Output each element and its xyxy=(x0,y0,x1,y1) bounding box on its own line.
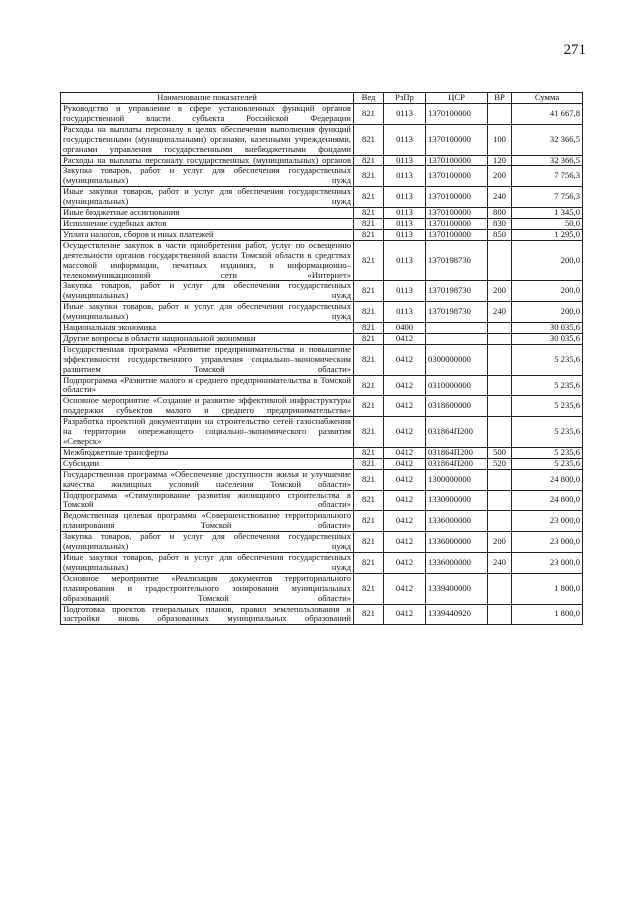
table-row xyxy=(61,532,583,553)
cell-sum: 24 800,0 xyxy=(512,469,583,490)
cell-ved: 821 xyxy=(354,104,384,125)
cell-csr: 1370198730 xyxy=(426,281,488,302)
cell-sum: 5 235,6 xyxy=(512,417,583,448)
cell-vr xyxy=(488,604,512,625)
cell-sum: 1 345,0 xyxy=(512,208,583,219)
cell-vr: 800 xyxy=(488,208,512,219)
cell-ved: 821 xyxy=(354,208,384,219)
table-row xyxy=(61,458,583,469)
cell-name: Осуществление закупок в части приобретения работ, услуг по освещению деятельности органов государственной власти Томской области в средствах массовой информации, печатных изданиях, в информационно–телекоммуникационной сети «Интернет» xyxy=(61,240,354,281)
cell-csr: 1370100000 xyxy=(426,218,488,229)
cell-name: Подготовка проектов генеральных планов, правил землепользования и застройки вновь образованных муниципальных образований xyxy=(61,604,354,625)
cell-name: Закупка товаров, работ и услуг для обеспечения государственных (муниципальных) нужд xyxy=(61,281,354,302)
cell-ved: 821 xyxy=(354,333,384,344)
table-row xyxy=(61,208,583,219)
cell-vr: 120 xyxy=(488,155,512,166)
cell-rzpr: 0113 xyxy=(384,104,426,125)
cell-sum: 5 235,6 xyxy=(512,375,583,396)
cell-sum: 32 366,5 xyxy=(512,124,583,155)
cell-rzpr: 0412 xyxy=(384,375,426,396)
cell-csr: 031864П200 xyxy=(426,458,488,469)
cell-name: Субсидии xyxy=(61,458,354,469)
table-row xyxy=(61,604,583,625)
table-row xyxy=(61,240,583,281)
cell-name: Иные закупки товаров, работ и услуг для обеспечения государственных (муниципальных) нужд xyxy=(61,552,354,573)
cell-rzpr: 0412 xyxy=(384,573,426,604)
cell-sum: 24 800,0 xyxy=(512,490,583,511)
cell-sum: 32 366,5 xyxy=(512,155,583,166)
cell-rzpr: 0113 xyxy=(384,166,426,187)
cell-name: Иные закупки товаров, работ и услуг для обеспечения государственных (муниципальных) нужд xyxy=(61,187,354,208)
table-row xyxy=(61,344,583,375)
cell-ved: 821 xyxy=(354,532,384,553)
cell-name: Уплата налогов, сборов и иных платежей xyxy=(61,229,354,240)
cell-csr: 0300000000 xyxy=(426,344,488,375)
cell-csr: 0310000000 xyxy=(426,375,488,396)
cell-ved: 821 xyxy=(354,323,384,334)
cell-csr: 1370100000 xyxy=(426,104,488,125)
cell-csr: 1370100000 xyxy=(426,124,488,155)
cell-csr: 0318600000 xyxy=(426,396,488,417)
table-row xyxy=(61,333,583,344)
cell-name: Основное мероприятие «Создание и развитие эффективной инфраструктуры поддержки субъектов малого и среднего предпринимательства» xyxy=(61,396,354,417)
cell-rzpr: 0412 xyxy=(384,396,426,417)
cell-rzpr: 0412 xyxy=(384,604,426,625)
cell-rzpr: 0400 xyxy=(384,323,426,334)
cell-name: Закупка товаров, работ и услуг для обеспечения государственных (муниципальных) нужд xyxy=(61,532,354,553)
table-header-row xyxy=(61,93,583,104)
cell-csr: 1339440920 xyxy=(426,604,488,625)
table-row xyxy=(61,511,583,532)
cell-rzpr: 0113 xyxy=(384,240,426,281)
cell-name: Расходы на выплаты персоналу в целях обеспечения выполнения функций государственными (муниципальными) органами, казенными учреждениями, органами управления государственными внебюджетными фондами xyxy=(61,124,354,155)
cell-rzpr: 0412 xyxy=(384,490,426,511)
table-row xyxy=(61,447,583,458)
cell-vr: 200 xyxy=(488,166,512,187)
table-row xyxy=(61,573,583,604)
table-row xyxy=(61,155,583,166)
cell-vr: 240 xyxy=(488,187,512,208)
cell-csr: 1370198730 xyxy=(426,302,488,323)
cell-csr xyxy=(426,333,488,344)
cell-vr: 240 xyxy=(488,302,512,323)
cell-name: Иные закупки товаров, работ и услуг для обеспечения государственных (муниципальных) нужд xyxy=(61,302,354,323)
cell-vr: 850 xyxy=(488,229,512,240)
cell-sum: 5 235,6 xyxy=(512,447,583,458)
cell-rzpr: 0412 xyxy=(384,333,426,344)
cell-vr xyxy=(488,323,512,334)
cell-vr: 500 xyxy=(488,447,512,458)
cell-rzpr: 0412 xyxy=(384,447,426,458)
table-row xyxy=(61,552,583,573)
cell-ved: 821 xyxy=(354,302,384,323)
cell-name: Закупка товаров, работ и услуг для обеспечения государственных (муниципальных) нужд xyxy=(61,166,354,187)
cell-ved: 821 xyxy=(354,229,384,240)
cell-rzpr: 0113 xyxy=(384,155,426,166)
cell-ved: 821 xyxy=(354,552,384,573)
cell-ved: 821 xyxy=(354,396,384,417)
cell-csr: 1370100000 xyxy=(426,208,488,219)
cell-ved: 821 xyxy=(354,240,384,281)
cell-name: Подпрограмма «Стимулирование развития жилищного строительства в Томской области» xyxy=(61,490,354,511)
cell-sum: 23 000,0 xyxy=(512,552,583,573)
cell-rzpr: 0412 xyxy=(384,552,426,573)
cell-sum: 23 000,0 xyxy=(512,532,583,553)
header-name: Наименование показателей xyxy=(61,93,354,104)
cell-ved: 821 xyxy=(354,604,384,625)
cell-vr xyxy=(488,490,512,511)
cell-csr: 031864П200 xyxy=(426,417,488,448)
cell-rzpr: 0113 xyxy=(384,124,426,155)
cell-csr: 1370100000 xyxy=(426,187,488,208)
table-row xyxy=(61,302,583,323)
cell-sum: 30 035,6 xyxy=(512,333,583,344)
cell-sum: 1 800,0 xyxy=(512,573,583,604)
cell-name: Ведомственная целевая программа «Совершенствование территориального планирования Томской области» xyxy=(61,511,354,532)
cell-rzpr: 0113 xyxy=(384,218,426,229)
cell-sum: 1 800,0 xyxy=(512,604,583,625)
header-rzpr: РзПр xyxy=(384,93,426,104)
cell-csr: 1370100000 xyxy=(426,155,488,166)
cell-name: Подпрограмма «Развитие малого и среднего предпринимательства в Томской области» xyxy=(61,375,354,396)
table-row xyxy=(61,218,583,229)
cell-sum: 7 756,3 xyxy=(512,187,583,208)
cell-rzpr: 0412 xyxy=(384,458,426,469)
cell-ved: 821 xyxy=(354,469,384,490)
cell-vr: 520 xyxy=(488,458,512,469)
header-ved: Вед xyxy=(354,93,384,104)
cell-name: Иные бюджетные ассигнования xyxy=(61,208,354,219)
page-number: 271 xyxy=(563,42,586,58)
table-row xyxy=(61,281,583,302)
cell-vr: 100 xyxy=(488,124,512,155)
cell-vr xyxy=(488,375,512,396)
cell-name: Расходы на выплаты персоналу государственных (муниципальных) органов xyxy=(61,155,354,166)
cell-rzpr: 0113 xyxy=(384,229,426,240)
cell-ved: 821 xyxy=(354,155,384,166)
cell-ved: 821 xyxy=(354,447,384,458)
header-sum: Сумма xyxy=(512,93,583,104)
cell-csr: 1339400000 xyxy=(426,573,488,604)
cell-ved: 821 xyxy=(354,218,384,229)
table-row xyxy=(61,469,583,490)
cell-name: Основное мероприятие «Реализация документов территориального планирования и градостроительного зонирования муниципальных образований Томской области» xyxy=(61,573,354,604)
cell-ved: 821 xyxy=(354,573,384,604)
cell-ved: 821 xyxy=(354,344,384,375)
cell-ved: 821 xyxy=(354,511,384,532)
cell-vr xyxy=(488,469,512,490)
cell-name: Национальная экономика xyxy=(61,323,354,334)
cell-ved: 821 xyxy=(354,166,384,187)
cell-sum: 200,0 xyxy=(512,281,583,302)
cell-vr: 830 xyxy=(488,218,512,229)
cell-vr: 200 xyxy=(488,281,512,302)
cell-rzpr: 0412 xyxy=(384,469,426,490)
cell-sum: 1 295,0 xyxy=(512,229,583,240)
cell-ved: 821 xyxy=(354,490,384,511)
cell-ved: 821 xyxy=(354,187,384,208)
cell-csr xyxy=(426,323,488,334)
cell-ved: 821 xyxy=(354,375,384,396)
cell-rzpr: 0412 xyxy=(384,417,426,448)
cell-ved: 821 xyxy=(354,458,384,469)
table-row xyxy=(61,417,583,448)
table-body xyxy=(61,104,583,625)
cell-rzpr: 0412 xyxy=(384,532,426,553)
table-row xyxy=(61,187,583,208)
cell-vr xyxy=(488,104,512,125)
cell-csr: 1336000000 xyxy=(426,552,488,573)
cell-rzpr: 0113 xyxy=(384,302,426,323)
cell-ved: 821 xyxy=(354,124,384,155)
cell-rzpr: 0113 xyxy=(384,281,426,302)
header-csr: ЦСР xyxy=(426,93,488,104)
cell-sum: 5 235,6 xyxy=(512,396,583,417)
cell-vr xyxy=(488,240,512,281)
cell-name: Руководство и управление в сфере установленных функций органов государственной власти субъекта Российской Федерации xyxy=(61,104,354,125)
table-row xyxy=(61,490,583,511)
cell-sum: 23 000,0 xyxy=(512,511,583,532)
cell-csr: 031864П200 xyxy=(426,447,488,458)
cell-name: Межбюджетные трансферты xyxy=(61,447,354,458)
cell-vr xyxy=(488,417,512,448)
header-vr: ВР xyxy=(488,93,512,104)
cell-name: Разработка проектной документации на строительство сетей газоснабжения на территории опережающего социально–экономического развития «Северск» xyxy=(61,417,354,448)
cell-csr: 1336000000 xyxy=(426,532,488,553)
cell-ved: 821 xyxy=(354,281,384,302)
cell-vr xyxy=(488,344,512,375)
cell-sum: 200,0 xyxy=(512,302,583,323)
table-row xyxy=(61,124,583,155)
cell-csr: 1370100000 xyxy=(426,229,488,240)
table-row xyxy=(61,166,583,187)
cell-rzpr: 0412 xyxy=(384,344,426,375)
cell-csr: 1300000000 xyxy=(426,469,488,490)
cell-vr xyxy=(488,511,512,532)
cell-sum: 30 035,6 xyxy=(512,323,583,334)
budget-table xyxy=(60,92,583,625)
cell-name: Исполнение судебных актов xyxy=(61,218,354,229)
cell-vr: 200 xyxy=(488,532,512,553)
cell-rzpr: 0113 xyxy=(384,208,426,219)
cell-sum: 5 235,6 xyxy=(512,344,583,375)
cell-name: Другие вопросы в области национальной экономики xyxy=(61,333,354,344)
cell-rzpr: 0412 xyxy=(384,511,426,532)
cell-name: Государственная программа «Развитие предпринимательства и повышение эффективности государственного управления социально–экономическим развитием Томской области» xyxy=(61,344,354,375)
table-row xyxy=(61,396,583,417)
cell-vr xyxy=(488,333,512,344)
cell-csr: 1370198730 xyxy=(426,240,488,281)
table-row xyxy=(61,323,583,334)
table-row xyxy=(61,229,583,240)
cell-vr xyxy=(488,396,512,417)
table-row xyxy=(61,104,583,125)
cell-ved: 821 xyxy=(354,417,384,448)
cell-sum: 200,0 xyxy=(512,240,583,281)
cell-name: Государственная программа «Обеспечение доступности жилья и улучшение качества жилищных условий населения Томской области» xyxy=(61,469,354,490)
cell-sum: 5 235,6 xyxy=(512,458,583,469)
cell-sum: 41 667,8 xyxy=(512,104,583,125)
cell-csr: 1336000000 xyxy=(426,511,488,532)
cell-csr: 1370100000 xyxy=(426,166,488,187)
cell-rzpr: 0113 xyxy=(384,187,426,208)
cell-csr: 1330000000 xyxy=(426,490,488,511)
cell-sum: 50,0 xyxy=(512,218,583,229)
cell-vr xyxy=(488,573,512,604)
cell-vr: 240 xyxy=(488,552,512,573)
table-row xyxy=(61,375,583,396)
cell-sum: 7 756,3 xyxy=(512,166,583,187)
